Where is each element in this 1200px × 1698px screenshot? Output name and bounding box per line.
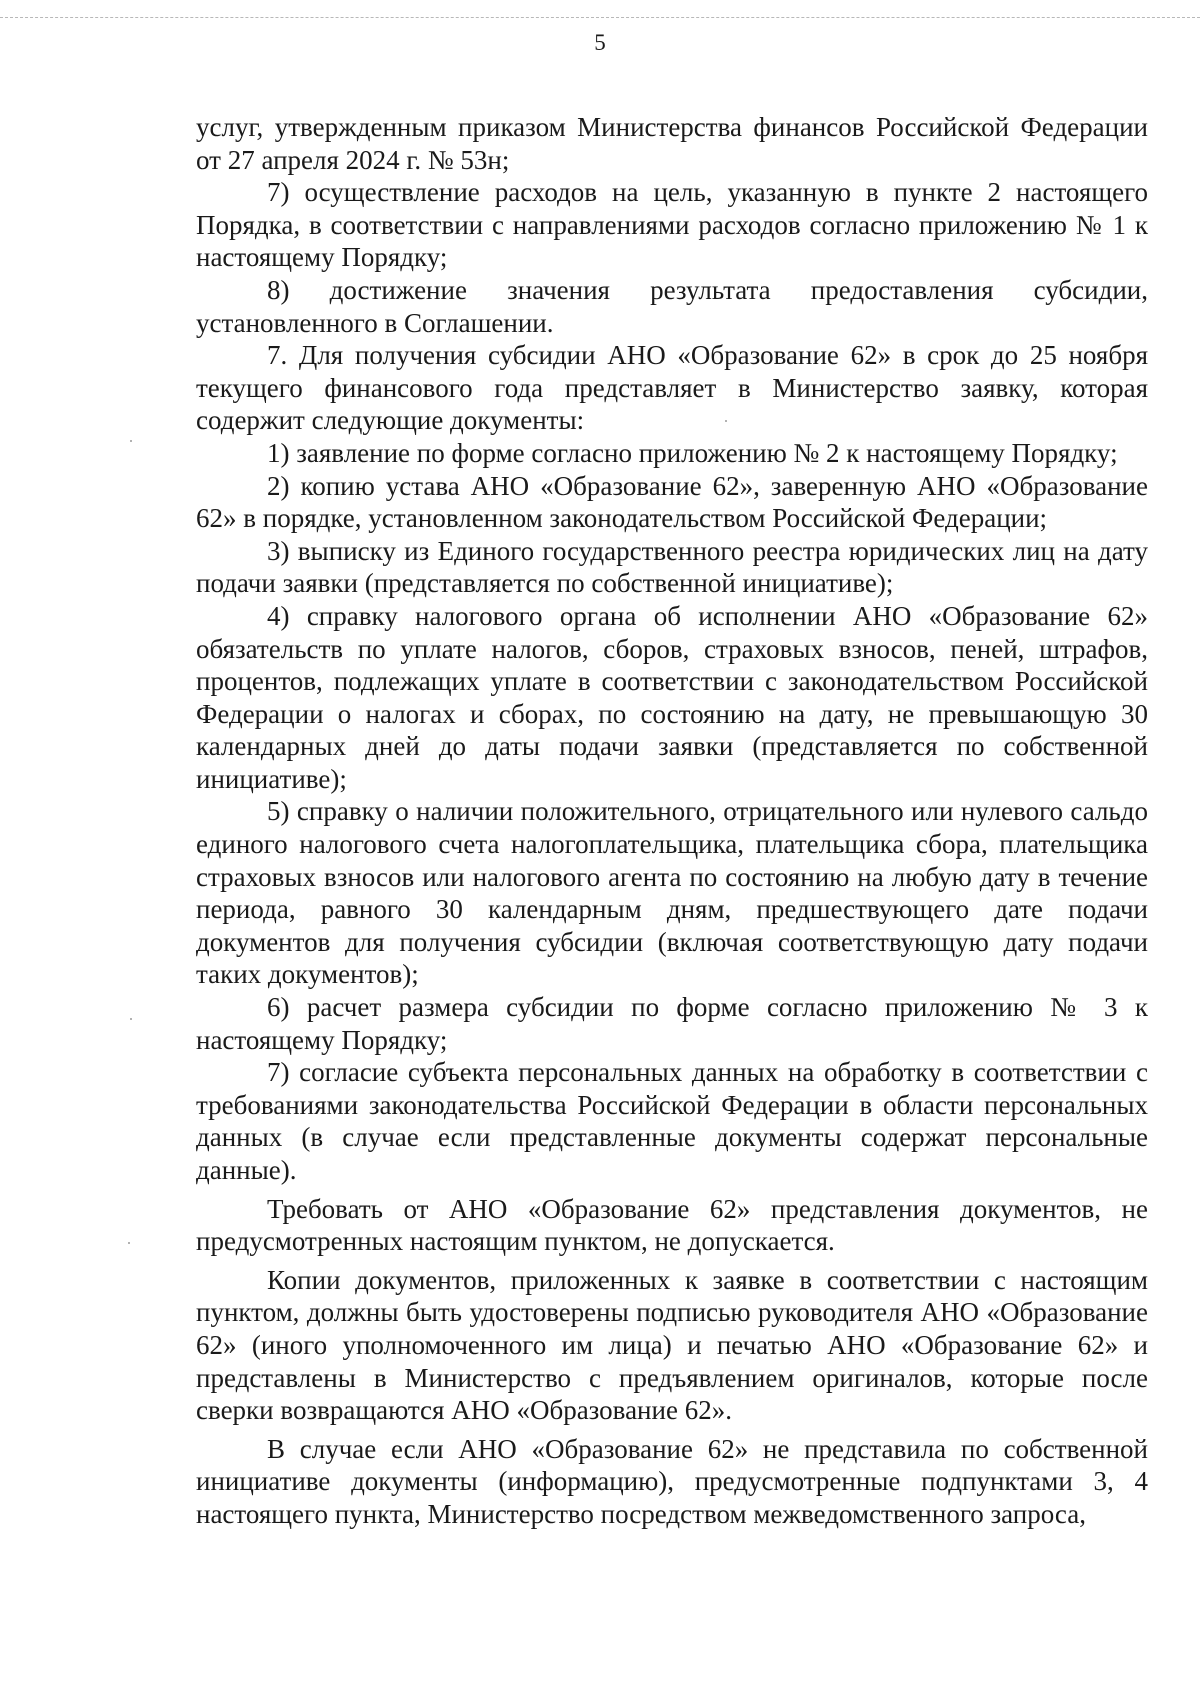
paragraph-doc-1-application: 1) заявление по форме согласно приложению № 2 к настоящему Порядку; [267, 437, 1118, 468]
scan-top-edge [0, 17, 1200, 18]
paragraph-item-8-result: 8) достижение значения результата предоставления субсидии, установленного в Соглашении. [196, 274, 1148, 338]
paragraph-document-copies: Копии документов, приложенных к заявке в соответствии с настоящим пунктом, должны быть удостоверены подписью руководителя АНО «Образование 62» (иного уполномоченного им лица) и печатью АНО «Образование 62» и представлены в Министерство с предъявлением оригиналов, которые после сверки возвращаются АНО «Образование 62». [196, 1264, 1148, 1426]
scan-speck [130, 440, 132, 442]
paragraph-doc-5-balance-certificate: 5) справку о наличии положительного, отрицательного или нулевого сальдо единого налогового счета налогоплательщика, плательщика сбора, плательщика страховых взносов или налогового агента по состоянию на любую дату в течение периода, равного 30 календарным дням, предшествующего дате подачи документов для получения субсидии (включая соответствующую дату подачи таких документов); [196, 796, 1148, 990]
paragraph-item-7-expenses: 7) осуществление расходов на цель, указанную в пункте 2 настоящего Порядка, в соответствии с направлениями расходов согласно приложению № 1 к настоящему Порядку; [196, 177, 1148, 273]
paragraph-doc-6-subsidy-calculation: 6) расчет размера субсидии по форме согласно приложению № 3 к настоящему Порядку; [196, 992, 1148, 1055]
paragraph-interagency-request: В случае если АНО «Образование 62» не представила по собственной инициативе документы (информацию), предусмотренные подпунктами 3, 4 настоящего пункта, Министерство посредством межведомственного запроса, [196, 1433, 1148, 1529]
document-body [196, 111, 1148, 1531]
scan-speck [130, 1018, 132, 1020]
paragraph-doc-2-charter: 2) копию устава АНО «Образование 62», заверенную АНО «Образование 62» в порядке, установленном законодательством Российской Федерации; [196, 470, 1148, 534]
paragraph-continuation: услуг, утвержденным приказом Министерства финансов Российской Федерации от 27 апреля 2024 г. № 53н; [196, 112, 1148, 175]
paragraph-clause-7: 7. Для получения субсидии АНО «Образование 62» в срок до 25 ноября текущего финансового года представляет в Министерство заявку, которая содержит следующие документы: [196, 340, 1148, 436]
paragraph-doc-7-personal-data-consent: 7) согласие субъекта персональных данных на обработку в соответствии с требованиями законодательства Российской Федерации в области персональных данных (в случае если представленные документы содержат персональные данные). [196, 1057, 1148, 1185]
paragraph-doc-4-tax-certificate: 4) справку налогового органа об исполнении АНО «Образование 62» обязательств по уплате налогов, сборов, страховых взносов, пеней, штрафов, процентов, подлежащих уплате в соответствии с законодательством Российской Федерации о налогах и сборах, по состоянию на дату, не превышающую 30 календарных дней до даты подачи заявки (представляется по собственной инициативе); [196, 600, 1148, 794]
page-number: 5 [594, 30, 606, 55]
paragraph-doc-3-registry-extract: 3) выписку из Единого государственного реестра юридических лиц на дату подачи заявки (представляется по собственной инициативе); [196, 535, 1148, 599]
paragraph-no-extra-documents: Требовать от АНО «Образование 62» представления документов, не предусмотренных настоящим пунктом, не допускается. [196, 1193, 1148, 1257]
scan-speck [128, 1242, 130, 1244]
scan-speck [725, 420, 727, 422]
